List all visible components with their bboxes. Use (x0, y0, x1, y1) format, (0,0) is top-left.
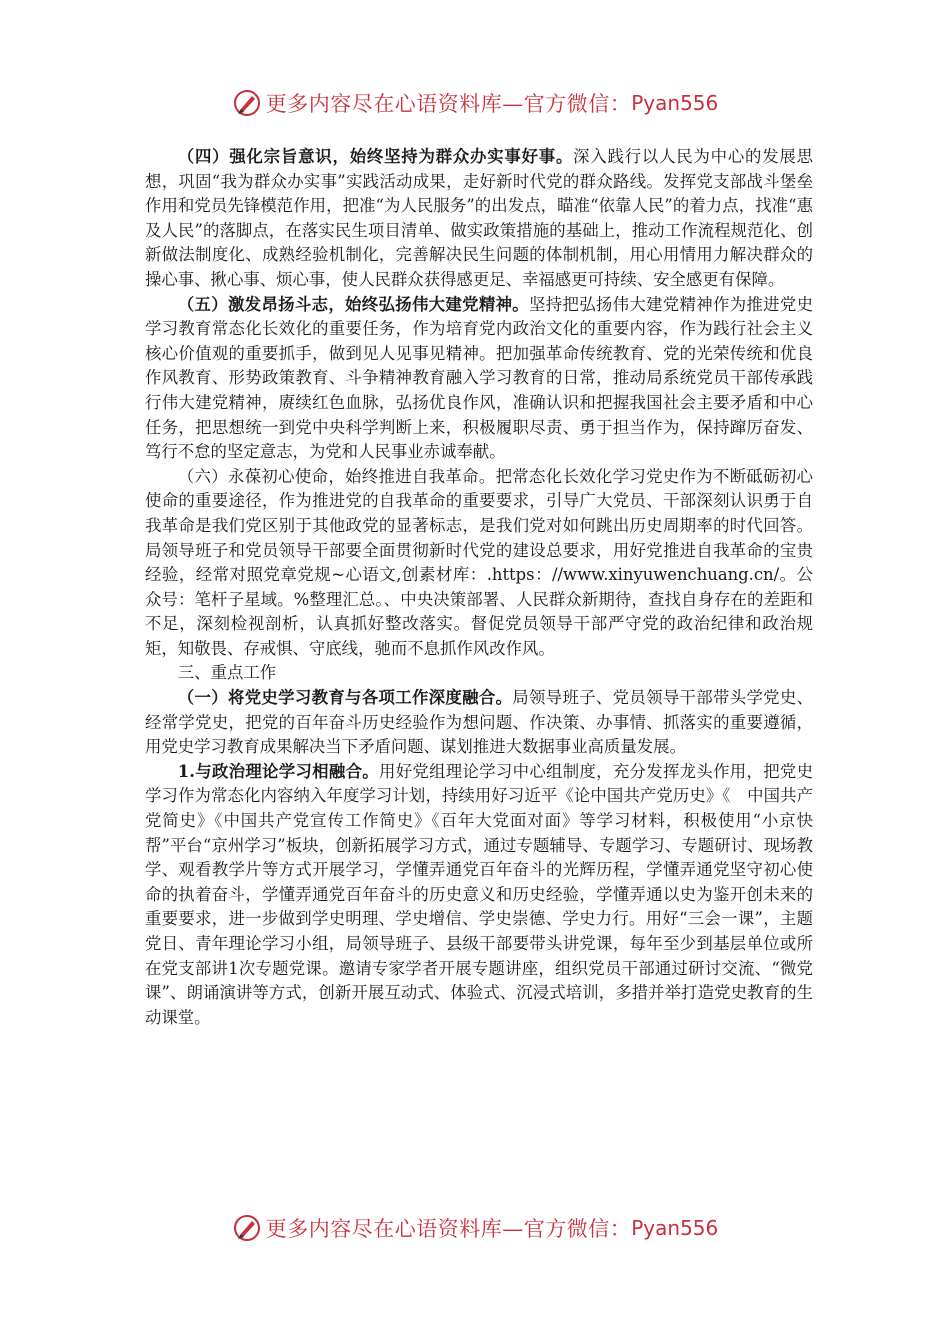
paragraph-body: 局领导班子、党员领导干部带头学党史、经常学党史，把党的百年奋斗历史经验作为想问题、作决策、办事情、抓落实的重要遵循，用党史学习教育成果解决当下矛盾问题、谋划推进大数据事业高质量发展。 (145, 688, 814, 757)
paragraph-body: 深入践行以人民为中心的发展思想，巩固“我为群众办实事”实践活动成果，走好新时代党的群众路线。发挥党支部战斗堡垒作用和党员先锋模范作用，把准“为人民服务”的出发点，瞄准“依靠人民”的着力点，找准“惠及人民”的落脚点，在落实民生项目清单、做实政策措施的基础上，推动工作流程规范化、创新做法制度化、成熟经验机制化，完善解决民生问题的体制机制，用心用情用力解决群众的操心事、揪心事、烦心事，使人民群众获得感更足、幸福感更可持续、安全感更有保障。 (145, 147, 814, 289)
paragraph-body: （六）永葆初心使命，始终推进自我革命。把常态化长效化学习党史作为不断砥砺初心使命的重要途径，作为推进党的自我革命的重要要求，引导广大党员、干部深刻认识勇于自我革命是我们党区别于其他政党的显著标志，是我们党对如何跳出历史周期率的时代回答。局领导班子和党员领导干部要全面贯彻新时代党的建设总要求，用好党推进自我革命的宝贵经验，经常对照党章党规~心语文,创素材库：.https：//www.xinyuwenchuang.cn/。公众号：笔杆子星域。%整理汇总。、中央决策部署、人民群众新期待，查找自身存在的差距和不足，深刻检视剖析，认真抓好整改落实。督促党员领导干部严守党的政治纪律和政治规矩，知敬畏、存戒惧、守底线，驰而不息抓作风改作风。 (145, 466, 813, 658)
paragraph (145, 760, 813, 1031)
paragraph (145, 686, 813, 760)
header-banner (0, 86, 950, 120)
banner-text: 更多内容尽在心语资料库—官方微信： (265, 92, 632, 116)
paragraph-lead: （五）激发昂扬斗志，始终弘扬伟大建党精神。 (177, 294, 530, 314)
paragraph-body: 坚持把弘扬伟大建党精神作为推进党史学习教育常态化长效化的重要任务，作为培育党内政治文化的重要内容，作为践行社会主义核心价值观的重要抓手，做到见人见事见精神。把加强革命传统教育、党的光荣传统和优良作风教育、形势政策教育、斗争精神教育融入学习教育的日常，推动局系统党员干部传承践行伟大建党精神，赓续红色血脉，弘扬优良作风，准确认识和把握我国社会主要矛盾和中心任务，把思想统一到党中央科学判断上来，积极履职尽责、勇于担当作为，保持蹿厉奋发、笃行不怠的坚定意志，为党和人民事业赤诚奉献。 (145, 294, 813, 462)
paragraph-body: 用好党组理论学习中心组制度，充分发挥龙头作用，把党史学习作为常态化内容纳入年度学习计划，持续用好习近平《论中国共产党历史》《 中国共产党简史》《中国共产党宣传工作简史》《百年大党面对面》等学习材料，积极使用“小京快帮”平台“京州学习”板块，创新拓展学习方式，通过专题辅导、专题学习、专题研讨、现场教学、观看教学片等方式开展学习，学懂弄通党百年奋斗的光辉历程，学懂弄通党坚守初心使命的执着奋斗，学懂弄通党百年奋斗的历史意义和历史经验，学懂弄通以史为鉴开创未来的重要要求，进一步做到学史明理、学史增信、学史崇德、学史力行。用好“三会一课”，主题党日、青年理论学习小组，局领导班子、县级干部要带头讲党课，每年至少到基层单位或所在党支部讲1次专题党课。邀请专家学者开展专题讲座，组织党员干部通过研讨交流、“微党课”、朗诵演讲等方式，创新开展互动式、体验式、沉浸式培训，多措并举打造党史教育的生动课堂。 (145, 761, 813, 1027)
paragraph (145, 465, 813, 662)
paragraph-body: 三、重点工作 (177, 663, 277, 683)
banner-text: 更多内容尽在心语资料库—官方微信： (265, 1217, 632, 1241)
paragraph-lead: （一）将党史学习教育与各项工作深度融合。 (177, 688, 513, 708)
paragraph (145, 145, 813, 293)
pen-logo-icon (232, 88, 262, 118)
paragraph-lead: 1.与政治理论学习相融合。 (177, 761, 379, 781)
pen-logo-icon (232, 1213, 262, 1243)
footer-banner (0, 1211, 950, 1245)
document-body (145, 145, 813, 1030)
banner-wechat-id: Pyan556 (631, 91, 719, 115)
paragraph (145, 293, 813, 465)
banner-wechat-id: Pyan556 (631, 1216, 719, 1240)
paragraph-lead: （四）强化宗旨意识，始终坚持为群众办实事好事。 (177, 147, 574, 166)
section-heading (145, 661, 813, 686)
